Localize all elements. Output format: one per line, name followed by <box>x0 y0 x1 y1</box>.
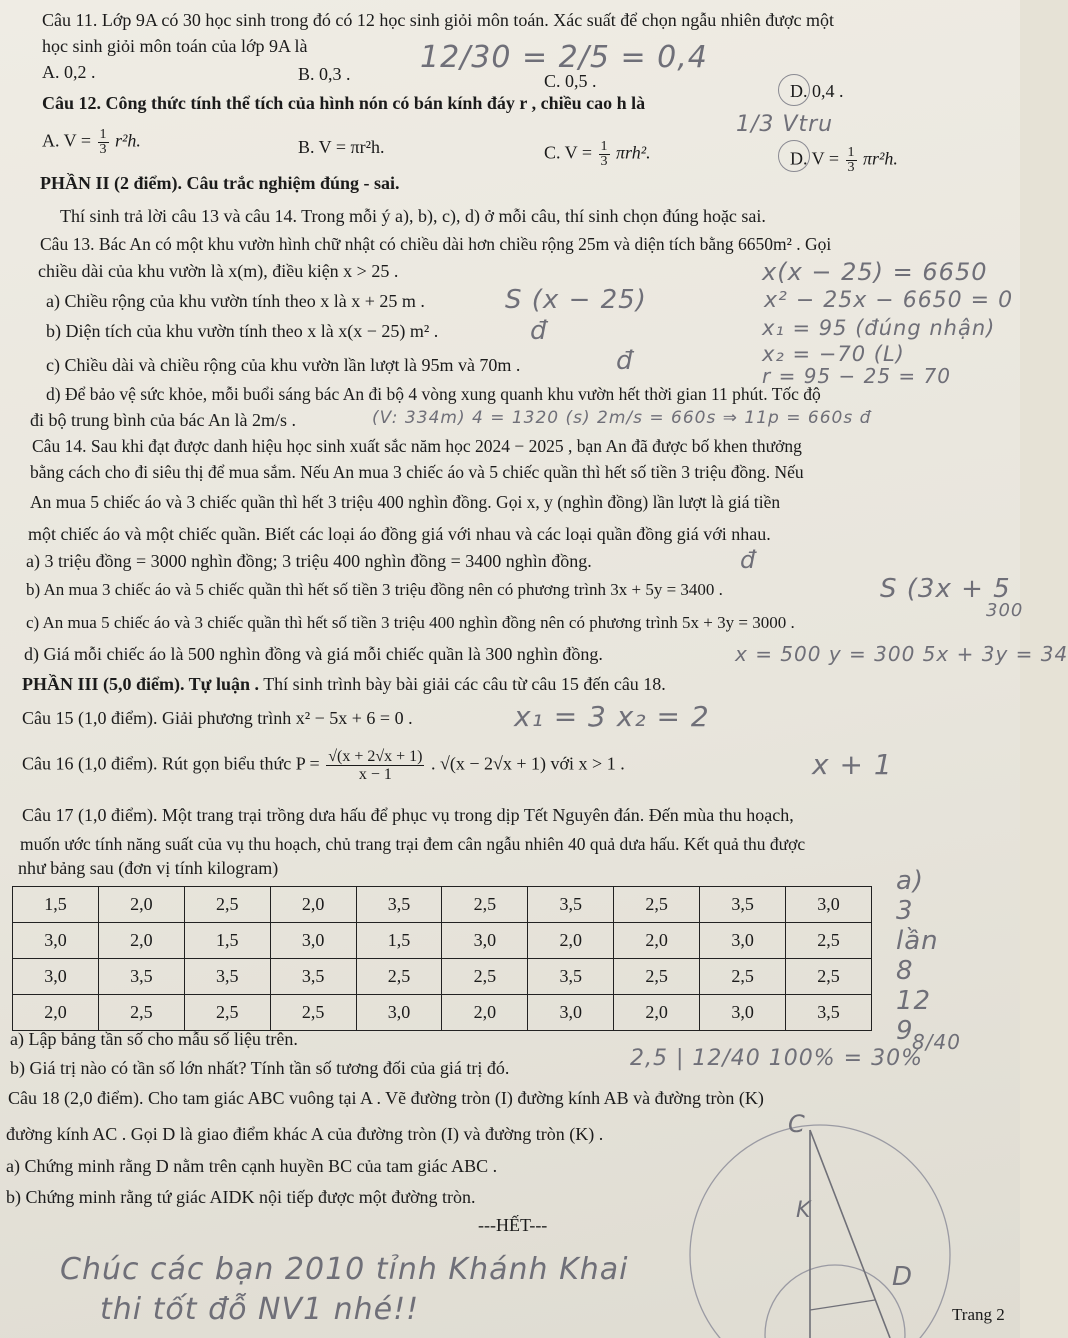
q14-line2: bằng cách cho đi siêu thị để mua sắm. Nếu An mua 3 chiếc áo và 5 chiếc quần thì hết số tiền 3 triệu đồng. Nếu <box>30 462 804 482</box>
q17-line2: muốn ước tính năng suất của vụ thu hoạch, chủ trang trại đem cân ngẫu nhiên 40 quả dưa hấu. Kết quả thu được <box>20 834 806 854</box>
end-marker: ---HẾT--- <box>478 1215 548 1235</box>
table-row <box>13 959 872 995</box>
q16-numerator: √(x + 2√x + 1) <box>328 748 423 765</box>
table-cell: 2,0 <box>98 887 184 923</box>
q13-root2: x₂ = −70 (L) <box>762 342 905 366</box>
q16-answer: x + 1 <box>812 748 893 781</box>
fig-label-k: K <box>796 1198 812 1223</box>
q14-line3: An mua 5 chiếc áo và 3 chiếc quần thì hết 3 triệu 400 nghìn đồng. Gọi x, y (nghìn đồng) lần lượt là giá tiền <box>30 492 781 512</box>
segment-ad <box>810 1300 875 1310</box>
fraction-numerator: 1 <box>847 145 855 160</box>
table-cell: 2,5 <box>184 887 270 923</box>
q13-part-d-line1: d) Để bảo vệ sức khỏe, mỗi buổi sáng bác An đi bộ 4 vòng xung quanh khu vườn hết thời gian 11 phút. Tốc độ <box>46 384 821 404</box>
q16-prefix: Câu 16 (1,0 điểm). Rút gọn biểu thức P = <box>22 753 320 774</box>
q17-data-table <box>12 886 872 1031</box>
table-cell: 2,0 <box>98 923 184 959</box>
q17-table-notes: a) 3 lần 8 12 9 <box>896 866 939 1046</box>
q11-option-a: A. 0,2 . <box>42 62 96 82</box>
table-cell: 2,0 <box>614 995 700 1031</box>
table-row <box>13 923 872 959</box>
q12-option-c-prefix: C. V = <box>544 142 593 163</box>
q12-option-d <box>790 146 898 175</box>
table-cell: 2,5 <box>442 959 528 995</box>
q16-fraction <box>326 748 424 783</box>
table-cell: 2,5 <box>98 995 184 1031</box>
q12-handwritten-note: 1/3 Vtru <box>736 112 834 137</box>
q12-option-d-fraction <box>846 146 857 175</box>
fraction-numerator: 1 <box>600 139 608 154</box>
part2-heading: PHẦN II (2 điểm). Câu trắc nghiệm đúng - sai. <box>40 173 400 193</box>
q12-option-c-suffix: πrh². <box>616 142 651 163</box>
table-cell: 3,0 <box>13 959 99 995</box>
table-cell: 2,0 <box>528 923 614 959</box>
q17-b-handwritten: 2,5 | 12/40 100% = 30% <box>630 1046 923 1071</box>
table-cell: 3,5 <box>270 959 356 995</box>
q14-c-handwritten: 300 <box>986 600 1024 621</box>
table-cell: 3,0 <box>786 887 872 923</box>
table-cell: 2,0 <box>614 923 700 959</box>
table-cell: 2,5 <box>786 959 872 995</box>
table-cell: 3,0 <box>528 995 614 1031</box>
side-cb <box>810 1130 890 1338</box>
q11-option-b: B. 0,3 . <box>298 64 351 84</box>
q13-part-c: c) Chiều dài và chiều rộng của khu vườn lần lượt là 95m và 70m . <box>46 355 521 375</box>
table-cell: 2,5 <box>356 959 442 995</box>
q14-line4: một chiếc áo và một chiếc quần. Biết các loại áo đồng giá với nhau và các loại quần đồng giá với nhau. <box>28 524 771 544</box>
q13-part-a: a) Chiều rộng của khu vườn tính theo x là x + 25 m . <box>46 291 425 311</box>
circle-i <box>765 1265 905 1338</box>
fraction-denominator: 3 <box>847 160 855 175</box>
table-cell: 3,0 <box>270 923 356 959</box>
q12-option-d-prefix: D. V = <box>790 148 839 169</box>
part3-instruction: Thí sinh trình bày bài giải các câu từ câu 15 đến câu 18. <box>263 674 666 694</box>
greeting-line1: Chúc các bạn 2010 tỉnh Khánh Khai <box>60 1252 629 1287</box>
q13-a-handwritten: S (x − 25) <box>505 285 647 315</box>
q13-width-calc: r = 95 − 25 = 70 <box>762 364 951 388</box>
table-cell: 2,5 <box>270 995 356 1031</box>
q15-answer: x₁ = 3 x₂ = 2 <box>514 700 710 733</box>
table-cell: 1,5 <box>356 923 442 959</box>
q13-root1: x₁ = 95 (đúng nhận) <box>762 316 996 340</box>
q17-line1: Câu 17 (1,0 điểm). Một trang trại trồng dưa hấu để phục vụ trong dịp Tết Nguyên đán. Đến mùa thu hoạch, <box>22 805 794 825</box>
table-row <box>13 995 872 1031</box>
q11-option-c: C. 0,5 . <box>544 71 597 91</box>
q16-suffix: . √(x − 2√x + 1) với x > 1 . <box>430 753 625 774</box>
q17-table-body <box>13 887 872 1031</box>
fraction-denominator: 3 <box>99 142 107 157</box>
q18-part-b: b) Chứng minh rằng tứ giác AIDK nội tiếp được một đường tròn. <box>6 1187 476 1207</box>
table-cell: 3,5 <box>700 887 786 923</box>
q13-eq2: x² − 25x − 6650 = 0 <box>764 288 1014 313</box>
q16-text <box>22 748 625 783</box>
table-cell: 2,5 <box>614 887 700 923</box>
q13-part-b: b) Diện tích của khu vườn tính theo x là x(x − 25) m² . <box>46 321 439 341</box>
q14-part-a: a) 3 triệu đồng = 3000 nghìn đồng; 3 triệu 400 nghìn đồng = 3400 nghìn đồng. <box>26 551 592 571</box>
part3-heading: PHẦN III (5,0 điểm). Tự luận . <box>22 674 259 694</box>
q14-part-b: b) An mua 3 chiếc áo và 5 chiếc quần thì hết số tiền 3 triệu đồng nên có phương trình 3x + 5y = 3400 . <box>26 580 723 599</box>
q12-option-b: B. V = πr²h. <box>298 137 385 157</box>
q18-line1: Câu 18 (2,0 điểm). Cho tam giác ABC vuông tại A . Vẽ đường tròn (I) đường kính AB và đường tròn (K) <box>8 1088 764 1108</box>
q12-option-a-prefix: A. V = <box>42 130 91 151</box>
q11-option-d: D. 0,4 . <box>790 81 844 101</box>
fig-label-c: C <box>788 1110 806 1138</box>
fraction-denominator: 3 <box>600 154 608 169</box>
table-cell: 3,0 <box>700 995 786 1031</box>
q11-line2: học sinh giỏi môn toán của lớp 9A là <box>42 36 308 56</box>
table-cell: 1,5 <box>184 923 270 959</box>
q14-line1: Câu 14. Sau khi đạt được danh hiệu học sinh xuất sắc năm học 2024 − 2025 , bạn An đã được bố khen thưởng <box>32 436 802 456</box>
q13-line2: chiều dài của khu vườn là x(m), điều kiện x > 25 . <box>38 261 399 281</box>
part3-header <box>22 673 666 695</box>
q13-b-mark: đ <box>530 316 548 346</box>
q14-part-c: c) An mua 5 chiếc áo và 3 chiếc quần thì hết số tiền 3 triệu 400 nghìn đồng nên có phương trình 5x + 3y = 3000 . <box>26 613 795 632</box>
table-row <box>13 887 872 923</box>
table-cell: 2,5 <box>786 923 872 959</box>
table-cell: 3,5 <box>184 959 270 995</box>
part2-instruction: Thí sinh trả lời câu 13 và câu 14. Trong mỗi ý a), b), c), d) ở mỗi câu, thí sinh chọn đúng hoặc sai. <box>60 206 766 226</box>
q12-option-a-fraction <box>98 128 109 157</box>
table-cell: 3,5 <box>528 887 614 923</box>
q17-part-b: b) Giá trị nào có tần số lớn nhất? Tính tần số tương đối của giá trị đó. <box>10 1058 510 1078</box>
q18-line2: đường kính AC . Gọi D là giao điểm khác A của đường tròn (I) và đường tròn (K) . <box>6 1124 604 1144</box>
q13-d-handwritten: (V: 334m) 4 = 1320 (s) 2m/s = 660s ⇒ 11p = 660s đ <box>372 408 872 428</box>
q13-line1: Câu 13. Bác An có một khu vườn hình chữ nhật có chiều dài hơn chiều rộng 25m và diện tích bằng 6650m² . Gọi <box>40 234 832 254</box>
q17-line3: như bảng sau (đơn vị tính kilogram) <box>18 858 279 878</box>
table-cell: 3,0 <box>700 923 786 959</box>
table-cell: 2,0 <box>13 995 99 1031</box>
table-cell: 2,5 <box>442 887 528 923</box>
q13-eq1: x(x − 25) = 6650 <box>762 258 988 286</box>
q12-option-a <box>42 128 141 157</box>
fraction-numerator: 1 <box>99 127 107 142</box>
table-cell: 2,0 <box>270 887 356 923</box>
q12-option-d-suffix: πr²h. <box>863 148 898 169</box>
table-cell: 3,0 <box>356 995 442 1031</box>
table-cell: 2,5 <box>184 995 270 1031</box>
q12-stem: Câu 12. Công thức tính thể tích của hình nón có bán kính đáy r , chiều cao h là <box>42 93 646 113</box>
q12-option-a-suffix: r²h. <box>115 130 141 151</box>
q13-c-mark: đ <box>616 346 634 376</box>
page-number: Trang 2 <box>952 1305 1005 1324</box>
q16-denominator: x − 1 <box>358 766 392 783</box>
q14-b-handwritten: S (3x + 5 <box>880 574 1011 604</box>
table-cell: 3,5 <box>98 959 184 995</box>
table-cell: 2,0 <box>442 995 528 1031</box>
fig-label-d: D <box>892 1262 914 1292</box>
table-cell: 3,0 <box>13 923 99 959</box>
table-cell: 3,5 <box>356 887 442 923</box>
q17-b-fraction: 8/40 <box>912 1030 961 1054</box>
q11-handwritten-fraction: 12/30 = 2/5 = 0,4 <box>420 40 708 75</box>
q14-d-handwritten: x = 500 y = 300 5x + 3y = 34 <box>735 642 1068 666</box>
table-cell: 3,0 <box>442 923 528 959</box>
q11-line1: Câu 11. Lớp 9A có 30 học sinh trong đó có 12 học sinh giỏi môn toán. Xác suất để chọn ngẫu nhiên được một <box>42 10 834 30</box>
table-cell: 2,5 <box>614 959 700 995</box>
q17-part-a: a) Lập bảng tần số cho mẫu số liệu trên. <box>10 1029 298 1049</box>
greeting-line2: thi tốt đỗ NV1 nhé!! <box>100 1292 420 1327</box>
table-cell: 3,5 <box>528 959 614 995</box>
q12-option-c-fraction <box>599 140 610 169</box>
q13-part-d-line2: đi bộ trung bình của bác An là 2m/s . <box>30 410 296 430</box>
q14-a-mark: đ <box>740 546 757 574</box>
q15-text: Câu 15 (1,0 điểm). Giải phương trình x² − 5x + 6 = 0 . <box>22 708 413 728</box>
q12-option-c <box>544 140 651 169</box>
q14-part-d: d) Giá mỗi chiếc áo là 500 nghìn đồng và giá mỗi chiếc quần là 300 nghìn đồng. <box>24 644 603 664</box>
table-cell: 1,5 <box>13 887 99 923</box>
table-cell: 3,5 <box>786 995 872 1031</box>
table-cell: 2,5 <box>700 959 786 995</box>
q18-part-a: a) Chứng minh rằng D nằm trên cạnh huyền BC của tam giác ABC . <box>6 1156 498 1176</box>
